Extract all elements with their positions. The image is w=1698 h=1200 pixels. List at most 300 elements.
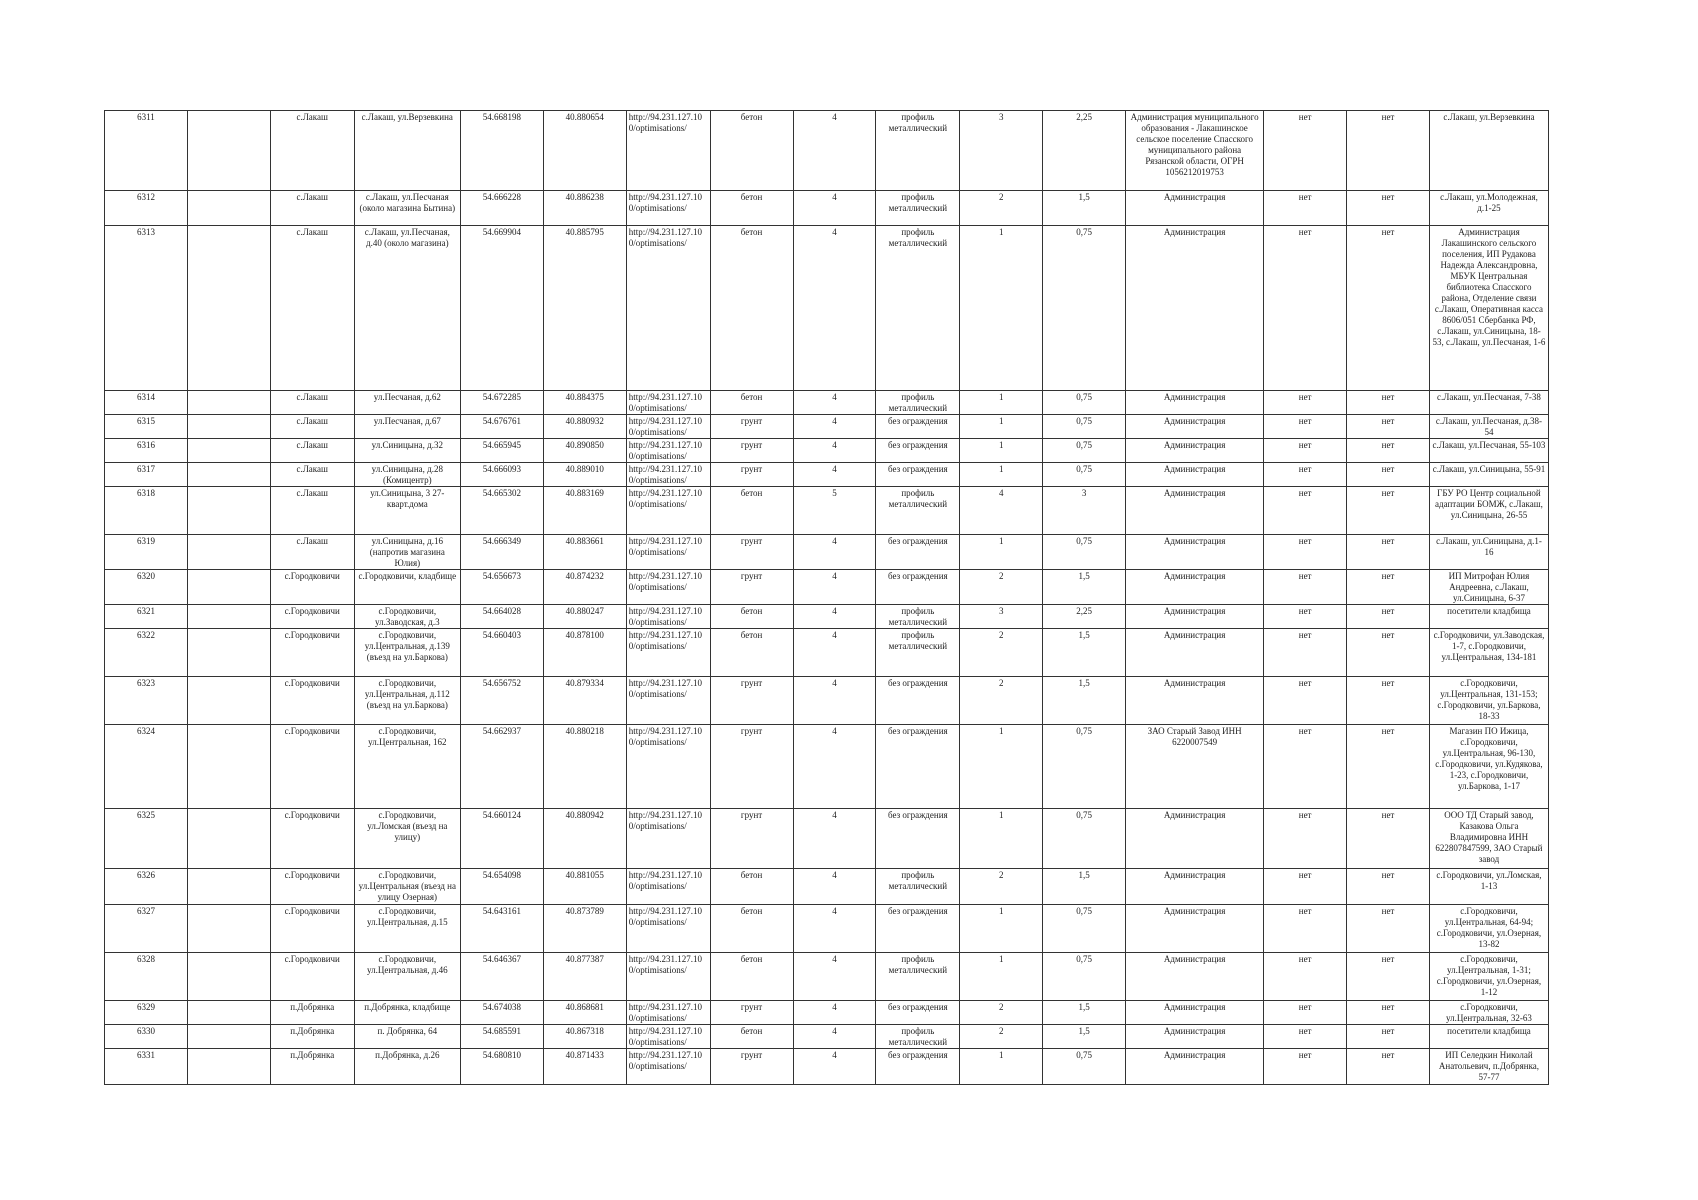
empty-cell bbox=[187, 953, 270, 1001]
table-row bbox=[105, 809, 1549, 869]
area-cell: 4 bbox=[793, 1025, 876, 1049]
area-cell: 4 bbox=[793, 226, 876, 391]
link-cell: http://94.231.127.10 0/optimisations/ bbox=[626, 439, 710, 463]
flag-cell: нет bbox=[1347, 487, 1430, 535]
link-cell: http://94.231.127.10 0/optimisations/ bbox=[626, 953, 710, 1001]
fence-cell: без ограждения bbox=[876, 535, 960, 570]
area-cell: 4 bbox=[793, 905, 876, 953]
volume-cell: 2,25 bbox=[1043, 111, 1126, 191]
longitude-cell: 40.883169 bbox=[543, 487, 626, 535]
container-count-cell: 1 bbox=[960, 535, 1043, 570]
fence-cell: профиль металлический bbox=[876, 487, 960, 535]
empty-cell bbox=[187, 487, 270, 535]
volume-cell: 0,75 bbox=[1043, 1049, 1126, 1085]
latitude-cell: 54.660124 bbox=[460, 809, 543, 869]
link-cell: http://94.231.127.10 0/optimisations/ bbox=[626, 535, 710, 570]
empty-cell bbox=[187, 869, 270, 905]
site-id-cell: 6323 bbox=[105, 677, 188, 725]
address-cell: п.Добрянка, д.26 bbox=[354, 1049, 460, 1085]
container-count-cell: 1 bbox=[960, 463, 1043, 487]
settlement-cell: с.Лакаш bbox=[270, 463, 354, 487]
owner-cell: Администрация bbox=[1126, 463, 1264, 487]
table-row bbox=[105, 439, 1549, 463]
flag-cell: нет bbox=[1264, 191, 1347, 226]
latitude-cell: 54.646367 bbox=[460, 953, 543, 1001]
container-count-cell: 1 bbox=[960, 953, 1043, 1001]
link-cell: http://94.231.127.10 0/optimisations/ bbox=[626, 809, 710, 869]
latitude-cell: 54.643161 bbox=[460, 905, 543, 953]
waste-sources-cell: с.Городковичи, ул.Центральная, 131-153; с.Городковичи, ул.Баркова, 18-33 bbox=[1429, 677, 1548, 725]
empty-cell bbox=[187, 809, 270, 869]
link-cell: http://94.231.127.10 0/optimisations/ bbox=[626, 869, 710, 905]
latitude-cell: 54.654098 bbox=[460, 869, 543, 905]
table-row bbox=[105, 1025, 1549, 1049]
site-id-cell: 6320 bbox=[105, 570, 188, 605]
fence-cell: без ограждения bbox=[876, 809, 960, 869]
container-count-cell: 1 bbox=[960, 415, 1043, 439]
empty-cell bbox=[187, 439, 270, 463]
area-cell: 4 bbox=[793, 629, 876, 677]
link-cell: http://94.231.127.10 0/optimisations/ bbox=[626, 226, 710, 391]
address-cell: с.Лакаш, ул.Песчаная (около магазина Бытина) bbox=[354, 191, 460, 226]
latitude-cell: 54.674038 bbox=[460, 1001, 543, 1025]
flag-cell: нет bbox=[1347, 605, 1430, 629]
flag-cell: нет bbox=[1347, 439, 1430, 463]
empty-cell bbox=[187, 391, 270, 415]
empty-cell bbox=[187, 191, 270, 226]
site-id-cell: 6331 bbox=[105, 1049, 188, 1085]
owner-cell: ЗАО Старый Завод ИНН 6220007549 bbox=[1126, 725, 1264, 809]
settlement-cell: с.Лакаш bbox=[270, 415, 354, 439]
flag-cell: нет bbox=[1347, 869, 1430, 905]
site-id-cell: 6315 bbox=[105, 415, 188, 439]
area-cell: 4 bbox=[793, 725, 876, 809]
volume-cell: 1,5 bbox=[1043, 1001, 1126, 1025]
flag-cell: нет bbox=[1347, 226, 1430, 391]
fence-cell: профиль металлический bbox=[876, 111, 960, 191]
site-id-cell: 6318 bbox=[105, 487, 188, 535]
flag-cell: нет bbox=[1264, 226, 1347, 391]
empty-cell bbox=[187, 111, 270, 191]
volume-cell: 0,75 bbox=[1043, 905, 1126, 953]
volume-cell: 0,75 bbox=[1043, 725, 1126, 809]
flag-cell: нет bbox=[1347, 570, 1430, 605]
waste-sources-cell: Магазин ПО Ижица, с.Городковичи, ул.Центральная, 96-130, с.Городковичи, ул.Кудякова, 1-23, с.Городковичи, ул.Баркова, 1-17 bbox=[1429, 725, 1548, 809]
address-cell: ул.Песчаная, д.62 bbox=[354, 391, 460, 415]
latitude-cell: 54.680810 bbox=[460, 1049, 543, 1085]
surface-cell: бетон bbox=[710, 605, 793, 629]
settlement-cell: с.Городковичи bbox=[270, 677, 354, 725]
flag-cell: нет bbox=[1347, 415, 1430, 439]
waste-sources-cell: посетители кладбища bbox=[1429, 1025, 1548, 1049]
flag-cell: нет bbox=[1347, 391, 1430, 415]
link-cell: http://94.231.127.10 0/optimisations/ bbox=[626, 487, 710, 535]
volume-cell: 2,25 bbox=[1043, 605, 1126, 629]
fence-cell: без ограждения bbox=[876, 725, 960, 809]
waste-sources-cell: с.Городковичи, ул.Ломская, 1-13 bbox=[1429, 869, 1548, 905]
empty-cell bbox=[187, 535, 270, 570]
flag-cell: нет bbox=[1264, 391, 1347, 415]
container-count-cell: 2 bbox=[960, 869, 1043, 905]
site-id-cell: 6330 bbox=[105, 1025, 188, 1049]
surface-cell: бетон bbox=[710, 1025, 793, 1049]
surface-cell: бетон bbox=[710, 391, 793, 415]
waste-sources-cell: ООО ТД Старый завод, Казакова Ольга Владимировна ИНН 622807847599, ЗАО Старый завод bbox=[1429, 809, 1548, 869]
flag-cell: нет bbox=[1264, 725, 1347, 809]
site-id-cell: 6314 bbox=[105, 391, 188, 415]
address-cell: ул.Синицына, д.28 (Комицентр) bbox=[354, 463, 460, 487]
volume-cell: 1,5 bbox=[1043, 1025, 1126, 1049]
settlement-cell: с.Лакаш bbox=[270, 191, 354, 226]
table-row bbox=[105, 391, 1549, 415]
area-cell: 4 bbox=[793, 605, 876, 629]
empty-cell bbox=[187, 1001, 270, 1025]
flag-cell: нет bbox=[1264, 111, 1347, 191]
flag-cell: нет bbox=[1264, 1049, 1347, 1085]
table-row bbox=[105, 677, 1549, 725]
flag-cell: нет bbox=[1347, 953, 1430, 1001]
volume-cell: 1,5 bbox=[1043, 629, 1126, 677]
address-cell: ул.Синицына, д.16 (напротив магазина Юлия) bbox=[354, 535, 460, 570]
waste-sources-cell: с.Городковичи, ул.Центральная, 1-31; с.Городковичи, ул.Озерная, 1-12 bbox=[1429, 953, 1548, 1001]
link-cell: http://94.231.127.10 0/optimisations/ bbox=[626, 605, 710, 629]
link-cell: http://94.231.127.10 0/optimisations/ bbox=[626, 629, 710, 677]
settlement-cell: с.Лакаш bbox=[270, 487, 354, 535]
fence-cell: профиль металлический bbox=[876, 953, 960, 1001]
flag-cell: нет bbox=[1347, 1049, 1430, 1085]
site-id-cell: 6325 bbox=[105, 809, 188, 869]
latitude-cell: 54.660403 bbox=[460, 629, 543, 677]
empty-cell bbox=[187, 415, 270, 439]
fence-cell: профиль металлический bbox=[876, 191, 960, 226]
owner-cell: Администрация bbox=[1126, 487, 1264, 535]
owner-cell: Администрация bbox=[1126, 1025, 1264, 1049]
fence-cell: профиль металлический bbox=[876, 605, 960, 629]
surface-cell: бетон bbox=[710, 226, 793, 391]
waste-sources-cell: с.Лакаш, ул.Песчаная, д.38-54 bbox=[1429, 415, 1548, 439]
address-cell: ул.Синицына, 3 27-кварт.дома bbox=[354, 487, 460, 535]
container-count-cell: 2 bbox=[960, 629, 1043, 677]
container-count-cell: 1 bbox=[960, 905, 1043, 953]
waste-sources-cell: ИП Селедкин Николай Анатольевич, п.Добрянка, 57-77 bbox=[1429, 1049, 1548, 1085]
settlement-cell: с.Городковичи bbox=[270, 905, 354, 953]
container-count-cell: 1 bbox=[960, 809, 1043, 869]
fence-cell: профиль металлический bbox=[876, 869, 960, 905]
latitude-cell: 54.668198 bbox=[460, 111, 543, 191]
site-id-cell: 6329 bbox=[105, 1001, 188, 1025]
area-cell: 4 bbox=[793, 1049, 876, 1085]
waste-sources-cell: с.Городковичи, ул.Центральная, 64-94; с.Городковичи, ул.Озерная, 13-82 bbox=[1429, 905, 1548, 953]
owner-cell: Администрация муниципального образования - Лакашинское сельское поселение Спасского муниципального района Рязанской области, ОГРН 1056212019753 bbox=[1126, 111, 1264, 191]
area-cell: 4 bbox=[793, 535, 876, 570]
flag-cell: нет bbox=[1264, 463, 1347, 487]
fence-cell: без ограждения bbox=[876, 677, 960, 725]
container-count-cell: 1 bbox=[960, 1049, 1043, 1085]
latitude-cell: 54.666349 bbox=[460, 535, 543, 570]
volume-cell: 0,75 bbox=[1043, 535, 1126, 570]
volume-cell: 0,75 bbox=[1043, 226, 1126, 391]
volume-cell: 1,5 bbox=[1043, 869, 1126, 905]
area-cell: 4 bbox=[793, 869, 876, 905]
latitude-cell: 54.669904 bbox=[460, 226, 543, 391]
owner-cell: Администрация bbox=[1126, 1049, 1264, 1085]
table-row bbox=[105, 191, 1549, 226]
volume-cell: 0,75 bbox=[1043, 415, 1126, 439]
owner-cell: Администрация bbox=[1126, 905, 1264, 953]
surface-cell: грунт bbox=[710, 535, 793, 570]
longitude-cell: 40.880942 bbox=[543, 809, 626, 869]
settlement-cell: с.Лакаш bbox=[270, 111, 354, 191]
longitude-cell: 40.890850 bbox=[543, 439, 626, 463]
owner-cell: Администрация bbox=[1126, 677, 1264, 725]
longitude-cell: 40.880932 bbox=[543, 415, 626, 439]
settlement-cell: с.Городковичи bbox=[270, 725, 354, 809]
longitude-cell: 40.881055 bbox=[543, 869, 626, 905]
surface-cell: грунт bbox=[710, 809, 793, 869]
flag-cell: нет bbox=[1347, 535, 1430, 570]
empty-cell bbox=[187, 605, 270, 629]
area-cell: 4 bbox=[793, 415, 876, 439]
flag-cell: нет bbox=[1347, 905, 1430, 953]
address-cell: с.Городковичи, ул.Центральная, д.46 bbox=[354, 953, 460, 1001]
longitude-cell: 40.877387 bbox=[543, 953, 626, 1001]
link-cell: http://94.231.127.10 0/optimisations/ bbox=[626, 391, 710, 415]
flag-cell: нет bbox=[1264, 487, 1347, 535]
longitude-cell: 40.879334 bbox=[543, 677, 626, 725]
site-id-cell: 6322 bbox=[105, 629, 188, 677]
settlement-cell: с.Лакаш bbox=[270, 535, 354, 570]
waste-sources-cell: с.Лакаш, ул.Синицына, 55-91 bbox=[1429, 463, 1548, 487]
table-row bbox=[105, 1001, 1549, 1025]
latitude-cell: 54.656752 bbox=[460, 677, 543, 725]
empty-cell bbox=[187, 905, 270, 953]
address-cell: ул.Синицына, д.32 bbox=[354, 439, 460, 463]
site-id-cell: 6316 bbox=[105, 439, 188, 463]
fence-cell: без ограждения bbox=[876, 1001, 960, 1025]
empty-cell bbox=[187, 1025, 270, 1049]
volume-cell: 0,75 bbox=[1043, 809, 1126, 869]
area-cell: 4 bbox=[793, 463, 876, 487]
container-count-cell: 1 bbox=[960, 725, 1043, 809]
link-cell: http://94.231.127.10 0/optimisations/ bbox=[626, 1001, 710, 1025]
owner-cell: Администрация bbox=[1126, 809, 1264, 869]
table-row bbox=[105, 111, 1549, 191]
container-count-cell: 2 bbox=[960, 677, 1043, 725]
latitude-cell: 54.666093 bbox=[460, 463, 543, 487]
address-cell: с.Лакаш, ул.Песчаная, д.40 (около магазина) bbox=[354, 226, 460, 391]
owner-cell: Администрация bbox=[1126, 391, 1264, 415]
address-cell: с.Городковичи, ул.Центральная, 162 bbox=[354, 725, 460, 809]
volume-cell: 1,5 bbox=[1043, 677, 1126, 725]
flag-cell: нет bbox=[1347, 111, 1430, 191]
empty-cell bbox=[187, 677, 270, 725]
flag-cell: нет bbox=[1264, 1025, 1347, 1049]
surface-cell: бетон bbox=[710, 487, 793, 535]
waste-sources-cell: с.Лакаш, ул.Молодежная, д.1-25 bbox=[1429, 191, 1548, 226]
flag-cell: нет bbox=[1264, 905, 1347, 953]
owner-cell: Администрация bbox=[1126, 869, 1264, 905]
site-id-cell: 6312 bbox=[105, 191, 188, 226]
owner-cell: Администрация bbox=[1126, 226, 1264, 391]
flag-cell: нет bbox=[1347, 725, 1430, 809]
settlement-cell: с.Городковичи bbox=[270, 869, 354, 905]
fence-cell: без ограждения bbox=[876, 463, 960, 487]
longitude-cell: 40.884375 bbox=[543, 391, 626, 415]
flag-cell: нет bbox=[1347, 191, 1430, 226]
empty-cell bbox=[187, 1049, 270, 1085]
surface-cell: грунт bbox=[710, 439, 793, 463]
area-cell: 4 bbox=[793, 570, 876, 605]
longitude-cell: 40.880218 bbox=[543, 725, 626, 809]
settlement-cell: с.Городковичи bbox=[270, 570, 354, 605]
flag-cell: нет bbox=[1347, 809, 1430, 869]
surface-cell: бетон bbox=[710, 191, 793, 226]
container-count-cell: 3 bbox=[960, 111, 1043, 191]
longitude-cell: 40.874232 bbox=[543, 570, 626, 605]
waste-sources-cell: с.Лакаш, ул.Верзевкина bbox=[1429, 111, 1548, 191]
flag-cell: нет bbox=[1264, 1001, 1347, 1025]
longitude-cell: 40.883661 bbox=[543, 535, 626, 570]
fence-cell: профиль металлический bbox=[876, 226, 960, 391]
surface-cell: грунт bbox=[710, 415, 793, 439]
site-id-cell: 6311 bbox=[105, 111, 188, 191]
area-cell: 4 bbox=[793, 809, 876, 869]
settlement-cell: с.Городковичи bbox=[270, 809, 354, 869]
flag-cell: нет bbox=[1264, 809, 1347, 869]
longitude-cell: 40.880247 bbox=[543, 605, 626, 629]
site-id-cell: 6319 bbox=[105, 535, 188, 570]
volume-cell: 0,75 bbox=[1043, 391, 1126, 415]
site-id-cell: 6317 bbox=[105, 463, 188, 487]
address-cell: ул.Песчаная, д.67 bbox=[354, 415, 460, 439]
site-id-cell: 6321 bbox=[105, 605, 188, 629]
waste-sites-table bbox=[104, 110, 1549, 1085]
flag-cell: нет bbox=[1264, 570, 1347, 605]
waste-sources-cell: ГБУ РО Центр социальной адаптации БОМЖ, с.Лакаш, ул.Синицына, 26-55 bbox=[1429, 487, 1548, 535]
flag-cell: нет bbox=[1347, 1025, 1430, 1049]
settlement-cell: с.Городковичи bbox=[270, 953, 354, 1001]
site-id-cell: 6324 bbox=[105, 725, 188, 809]
settlement-cell: с.Городковичи bbox=[270, 629, 354, 677]
table-row bbox=[105, 1049, 1549, 1085]
table-row bbox=[105, 629, 1549, 677]
latitude-cell: 54.665945 bbox=[460, 439, 543, 463]
longitude-cell: 40.886238 bbox=[543, 191, 626, 226]
latitude-cell: 54.656673 bbox=[460, 570, 543, 605]
container-count-cell: 2 bbox=[960, 191, 1043, 226]
surface-cell: грунт bbox=[710, 463, 793, 487]
longitude-cell: 40.878100 bbox=[543, 629, 626, 677]
flag-cell: нет bbox=[1347, 629, 1430, 677]
link-cell: http://94.231.127.10 0/optimisations/ bbox=[626, 463, 710, 487]
surface-cell: бетон bbox=[710, 629, 793, 677]
link-cell: http://94.231.127.10 0/optimisations/ bbox=[626, 905, 710, 953]
waste-sources-cell: с.Лакаш, ул.Песчаная, 7-38 bbox=[1429, 391, 1548, 415]
longitude-cell: 40.867318 bbox=[543, 1025, 626, 1049]
empty-cell bbox=[187, 463, 270, 487]
waste-sources-cell: с.Городковичи, ул.Заводская, 1-7, с.Городковичи, ул.Центральная, 134-181 bbox=[1429, 629, 1548, 677]
empty-cell bbox=[187, 570, 270, 605]
empty-cell bbox=[187, 226, 270, 391]
table-row bbox=[105, 463, 1549, 487]
longitude-cell: 40.868681 bbox=[543, 1001, 626, 1025]
table-row bbox=[105, 725, 1549, 809]
waste-sources-cell: с.Лакаш, ул.Песчаная, 55-103 bbox=[1429, 439, 1548, 463]
settlement-cell: п.Добрянка bbox=[270, 1049, 354, 1085]
flag-cell: нет bbox=[1264, 677, 1347, 725]
site-id-cell: 6327 bbox=[105, 905, 188, 953]
container-count-cell: 2 bbox=[960, 1001, 1043, 1025]
address-cell: с.Городковичи, ул.Центральная, д.139 (въезд на ул.Баркова) bbox=[354, 629, 460, 677]
owner-cell: Администрация bbox=[1126, 570, 1264, 605]
address-cell: с.Городковичи, ул.Центральная, д.112 (въезд на ул.Баркова) bbox=[354, 677, 460, 725]
waste-sources-cell: Администрация Лакашинского сельского поселения, ИП Рудакова Надежда Александровна, МБУК Центральная библиотека Спасского района, Отделение связи с.Лакаш, Оперативная касса 8606/051 Сбербанка РФ, с.Лакаш, ул.Синицына, 18-53, с.Лакаш, ул.Песчаная, 1-6 bbox=[1429, 226, 1548, 391]
container-count-cell: 2 bbox=[960, 1025, 1043, 1049]
address-cell: п.Добрянка, кладбище bbox=[354, 1001, 460, 1025]
table-row bbox=[105, 953, 1549, 1001]
owner-cell: Администрация bbox=[1126, 1001, 1264, 1025]
address-cell: с.Городковичи, ул.Центральная (въезд на улицу Озерная) bbox=[354, 869, 460, 905]
fence-cell: без ограждения bbox=[876, 439, 960, 463]
area-cell: 4 bbox=[793, 677, 876, 725]
settlement-cell: с.Городковичи bbox=[270, 605, 354, 629]
fence-cell: без ограждения bbox=[876, 905, 960, 953]
container-count-cell: 1 bbox=[960, 439, 1043, 463]
area-cell: 4 bbox=[793, 391, 876, 415]
volume-cell: 1,5 bbox=[1043, 570, 1126, 605]
link-cell: http://94.231.127.10 0/optimisations/ bbox=[626, 1025, 710, 1049]
volume-cell: 1,5 bbox=[1043, 191, 1126, 226]
site-id-cell: 6313 bbox=[105, 226, 188, 391]
table-row bbox=[105, 535, 1549, 570]
surface-cell: грунт bbox=[710, 725, 793, 809]
address-cell: с.Городковичи, кладбище bbox=[354, 570, 460, 605]
table-row bbox=[105, 226, 1549, 391]
container-count-cell: 1 bbox=[960, 226, 1043, 391]
link-cell: http://94.231.127.10 0/optimisations/ bbox=[626, 725, 710, 809]
surface-cell: бетон bbox=[710, 111, 793, 191]
surface-cell: грунт bbox=[710, 570, 793, 605]
area-cell: 5 bbox=[793, 487, 876, 535]
latitude-cell: 54.676761 bbox=[460, 415, 543, 439]
container-count-cell: 3 bbox=[960, 605, 1043, 629]
longitude-cell: 40.873789 bbox=[543, 905, 626, 953]
flag-cell: нет bbox=[1264, 439, 1347, 463]
area-cell: 4 bbox=[793, 439, 876, 463]
owner-cell: Администрация bbox=[1126, 605, 1264, 629]
container-count-cell: 4 bbox=[960, 487, 1043, 535]
table-row bbox=[105, 905, 1549, 953]
latitude-cell: 54.662937 bbox=[460, 725, 543, 809]
owner-cell: Администрация bbox=[1126, 535, 1264, 570]
area-cell: 4 bbox=[793, 1001, 876, 1025]
longitude-cell: 40.880654 bbox=[543, 111, 626, 191]
latitude-cell: 54.664028 bbox=[460, 605, 543, 629]
container-count-cell: 2 bbox=[960, 570, 1043, 605]
waste-sources-cell: ИП Митрофан Юлия Андреевна, с.Лакаш, ул.Синицына, 6-37 bbox=[1429, 570, 1548, 605]
area-cell: 4 bbox=[793, 953, 876, 1001]
flag-cell: нет bbox=[1264, 629, 1347, 677]
surface-cell: грунт bbox=[710, 1049, 793, 1085]
surface-cell: бетон bbox=[710, 953, 793, 1001]
site-id-cell: 6328 bbox=[105, 953, 188, 1001]
surface-cell: бетон bbox=[710, 869, 793, 905]
flag-cell: нет bbox=[1347, 677, 1430, 725]
latitude-cell: 54.685591 bbox=[460, 1025, 543, 1049]
waste-sources-cell: посетители кладбища bbox=[1429, 605, 1548, 629]
table-row bbox=[105, 605, 1549, 629]
volume-cell: 0,75 bbox=[1043, 953, 1126, 1001]
